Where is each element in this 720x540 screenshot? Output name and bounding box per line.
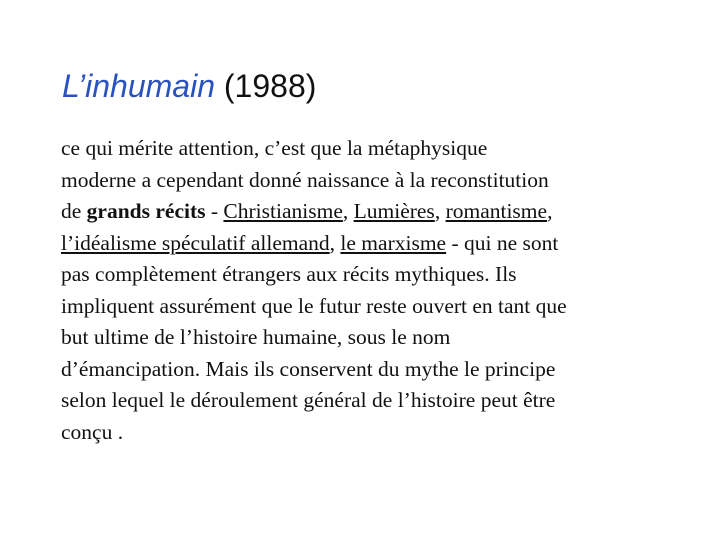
- romantisme-term: romantisme: [445, 199, 548, 223]
- title-year: (1988): [223, 68, 317, 104]
- body-line-4: [61, 228, 691, 260]
- body-paragraph: [61, 133, 691, 448]
- text-segment: ,: [547, 199, 553, 223]
- text-segment: ,: [329, 230, 341, 255]
- grands-recits-term: grands récits: [86, 199, 206, 223]
- body-line-9: selon lequel le déroulement général de l’histoire peut être: [61, 388, 556, 412]
- christianisme-term: Christianisme: [223, 199, 343, 223]
- body-line-2: moderne a cependant donné naissance à la reconstitution: [61, 167, 549, 192]
- body-line-10: conçu .: [61, 419, 124, 444]
- slide-title: [62, 66, 316, 106]
- body-line-1: ce qui mérite attention, c’est que la métaphysique: [61, 136, 488, 160]
- text-segment: de: [61, 199, 87, 223]
- body-line-7: but ultime de l’histoire humaine, sous le nom: [61, 325, 451, 349]
- body-line-5: pas complètement étrangers aux récits mythiques. Ils: [61, 262, 517, 286]
- lumieres-term: Lumières: [353, 199, 435, 223]
- text-segment: ,: [434, 199, 446, 223]
- text-segment: ,: [342, 199, 354, 223]
- idealisme-term: l’idéalisme spéculatif allemand: [61, 230, 330, 255]
- title-work: L’inhumain: [62, 68, 215, 104]
- text-segment: -: [205, 199, 224, 223]
- body-line-3: [61, 196, 691, 228]
- body-line-6: impliquent assurément que le futur reste ouvert en tant que: [61, 293, 567, 318]
- text-segment: - qui ne sont: [446, 230, 559, 255]
- body-line-8: d’émancipation. Mais ils conservent du mythe le principe: [61, 356, 556, 381]
- marxisme-term: le marxisme: [340, 230, 447, 255]
